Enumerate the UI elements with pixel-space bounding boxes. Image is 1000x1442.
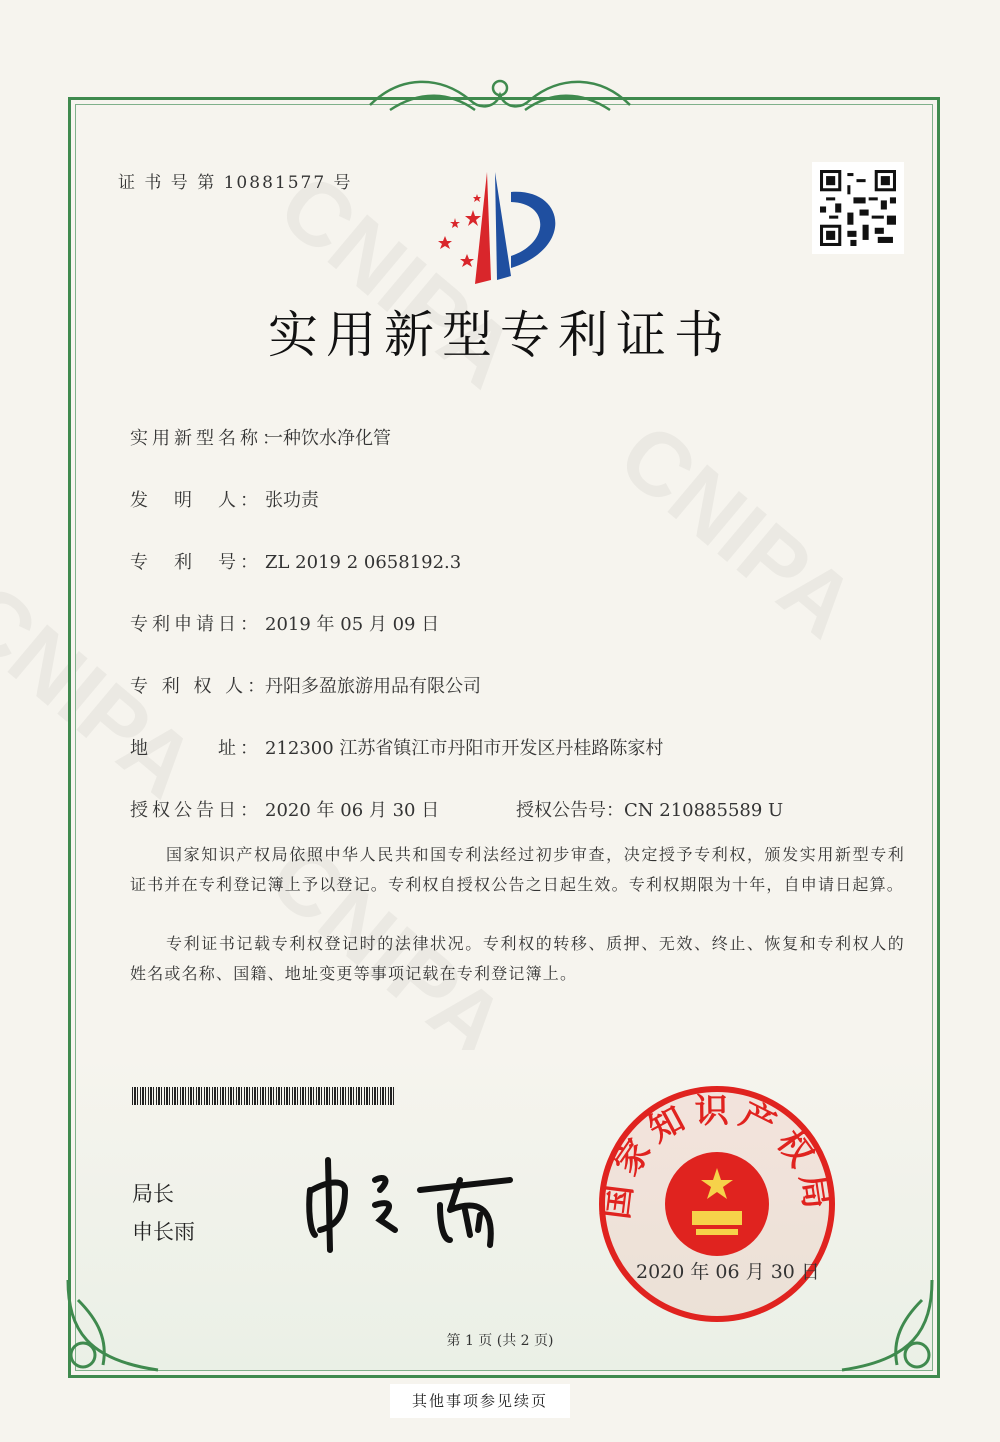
barcode bbox=[132, 1087, 395, 1105]
field-patentee: 专 利 权 人：丹阳多盈旅游用品有限公司 bbox=[130, 676, 481, 697]
svg-text:国家知识产权局: 国家知识产权局 bbox=[596, 1090, 838, 1222]
qr-code bbox=[812, 162, 904, 254]
field-address: 地 址： 212300 江苏省镇江市丹阳市开发区丹桂路陈家村 bbox=[130, 738, 664, 759]
field-grant-date: 授权公告日： 2020 年 06 月 30 日 bbox=[130, 800, 440, 821]
star-icon bbox=[438, 194, 481, 267]
field-application-date: 专利申请日： 2019 年 05 月 09 日 bbox=[130, 614, 440, 635]
seal-date: 2020 年 06 月 30 日 bbox=[636, 1261, 820, 1283]
certificate-number: 证 书 号 第 10881577 号 bbox=[118, 173, 353, 193]
official-seal bbox=[596, 1083, 838, 1325]
field-announcement-number: 授权公告号：CN 210885589 U bbox=[516, 800, 784, 821]
ornament-top bbox=[360, 70, 640, 120]
page-number: 第 1 页 (共 2 页) bbox=[446, 1333, 554, 1349]
statement-paragraph: 专利证书记载专利权登记时的法律状况。专利权的转移、质押、无效、终止、恢复和专利权人的姓名或名称、国籍、地址变更等事项记载在专利登记簿上。 bbox=[130, 934, 905, 983]
director-name: 申长雨 bbox=[132, 1220, 195, 1244]
cnipa-logo bbox=[425, 168, 585, 288]
field-patent-number: 专 利 号： ZL 2019 2 0658192.3 bbox=[130, 552, 462, 573]
field-inventor: 发 明 人： 张功责 bbox=[130, 490, 319, 511]
director-title: 局长 bbox=[132, 1182, 174, 1206]
certificate-title: 实用新型专利证书 bbox=[268, 306, 732, 364]
ornament-corner-left bbox=[58, 1270, 168, 1380]
statement-paragraph: 国家知识产权局依照中华人民共和国专利法经过初步审查，决定授予专利权，颁发实用新型专利证书并在专利登记簿上予以登记。专利权自授权公告之日起生效。专利权期限为十年，自申请日起算。 bbox=[130, 845, 905, 894]
ornament-corner-right bbox=[832, 1270, 942, 1380]
field-name: 实用新型名称：一种饮水净化管 bbox=[130, 428, 391, 449]
see-continuation-note: 其他事项参见续页 bbox=[390, 1384, 570, 1418]
director-signature bbox=[300, 1150, 520, 1260]
